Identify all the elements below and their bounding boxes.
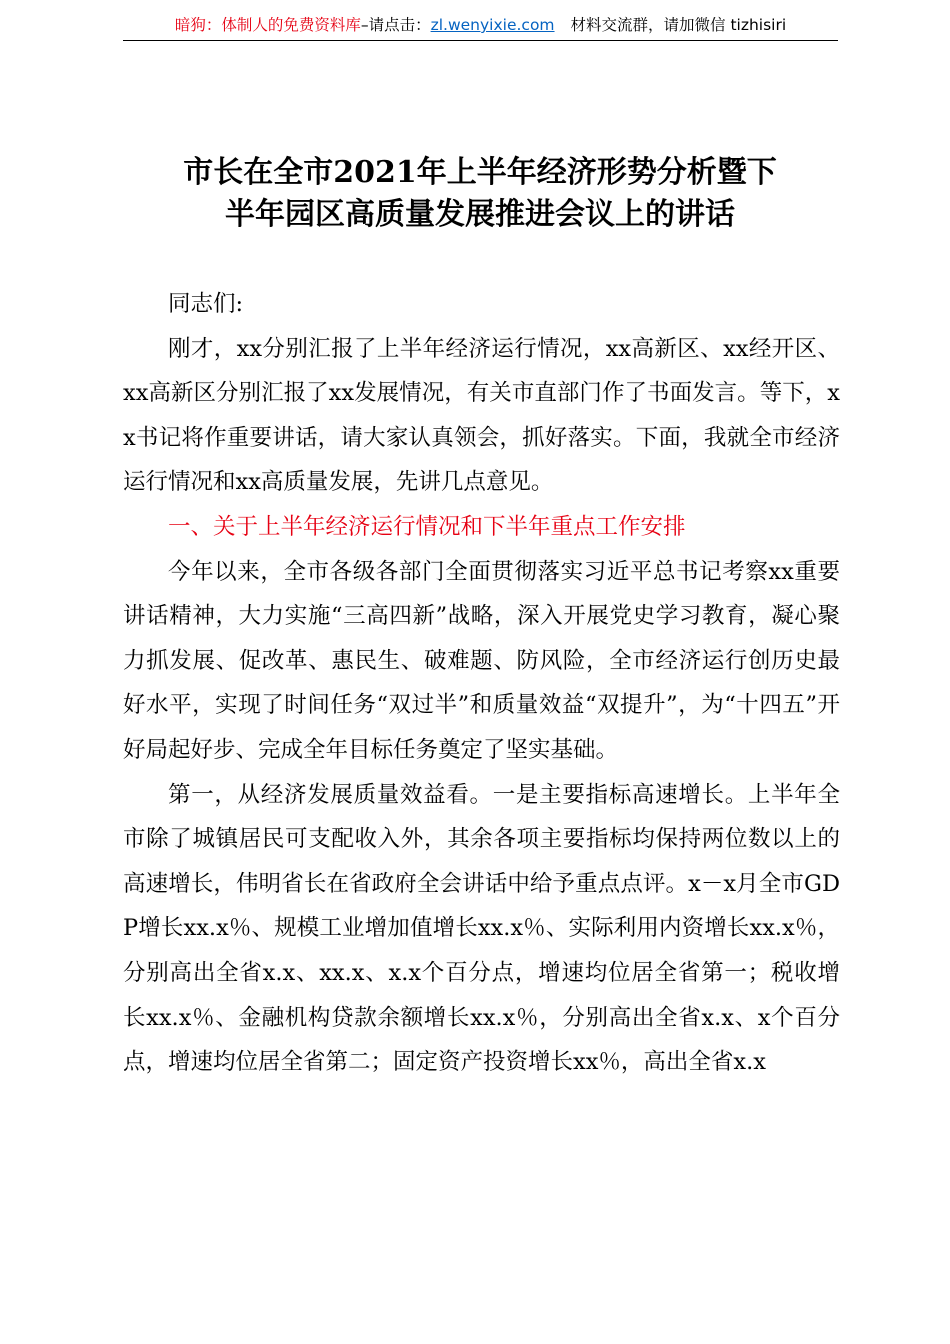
header-contact: 材料交流群，请加微信 tizhisiri [570,16,787,34]
paragraph-2: 今年以来，全市各级各部门全面贯彻落实习近平总书记考察xx重要讲话精神，大力实施“三高四新”战略，深入开展党史学习教育，凝心聚力抓发展、促改革、惠民生、破难题、防风险，全市经济运行创历史最好水平，实现了时间任务“双过半”和质量效益“双提升”，为“十四五”开好局起好步、完成全年目标任务奠定了坚实基础。 [123,558,840,763]
document-title [118,152,842,236]
paragraph-3: 第一，从经济发展质量效益看。一是主要指标高速增长。上半年全市除了城镇居民可支配收入外，其余各项主要指标均保持两位数以上的高速增长，伟明省长在省政府全会讲话中给予重点点评。x－x月全市GDP增长xx.x％、规模工业增加值增长xx.x％、实际利用内资增长xx.x％，分别高出全省x.x、xx.x、x.x个百分点，增速均位居全省第一；税收增长xx.x％、金融机构贷款余额增长xx.x％，分别高出全省x.x、x个百分点，增速均位居全省第二；固定资产投资增长xx％，高出全省x.x [123,781,840,1076]
page-header [123,14,838,41]
header-brand: 暗狗：体制人的免费资料库 [174,16,361,34]
greeting: 同志们: [168,291,244,317]
header-link-prefix: –请点击： [360,16,431,34]
paragraph-1: 刚才，xx分别汇报了上半年经济运行情况，xx高新区、xx经开区、xx高新区分别汇报了xx发展情况，有关市直部门作了书面发言。等下，xx书记将作重要讲话，请大家认真领会，抓好落实。下面，我就全市经济运行情况和xx高质量发展，先讲几点意见。 [123,335,840,496]
title-line-2: 半年园区高质量发展推进会议上的讲话 [225,197,735,232]
header-link[interactable]: zl.wenyixie.com [430,16,555,34]
section-heading-1: 一、关于上半年经济运行情况和下半年重点工作安排 [168,513,686,540]
title-line-1: 市长在全市2021年上半年经济形势分析暨下 [183,155,777,190]
document-body [123,282,840,1085]
